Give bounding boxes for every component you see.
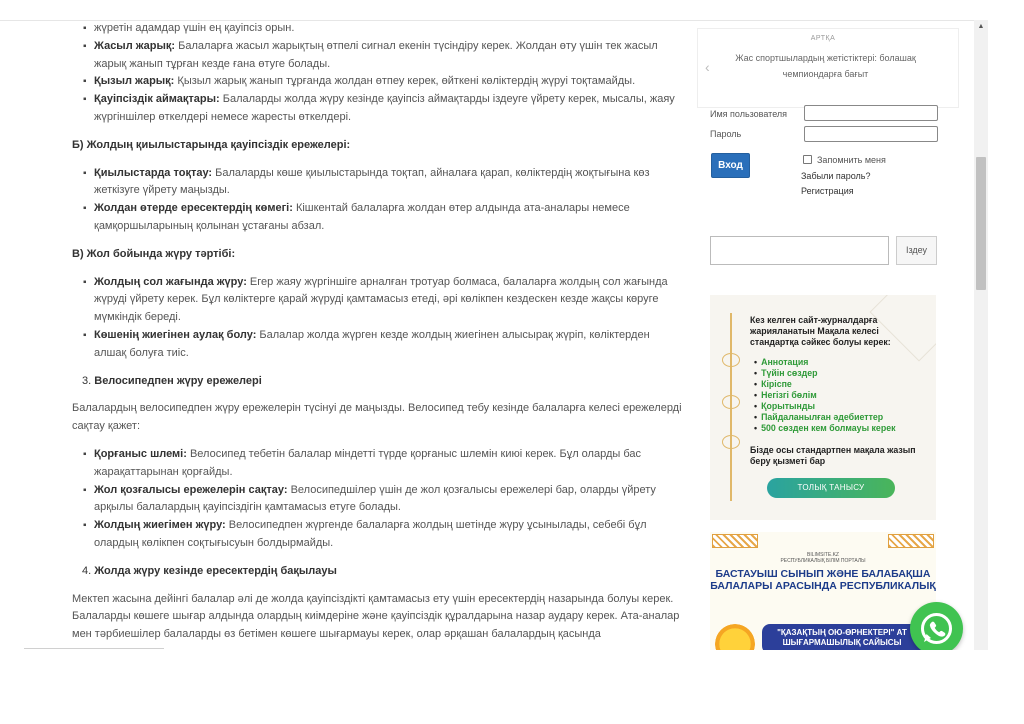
contest-banner[interactable] (710, 532, 936, 650)
previous-article-title: Жас спортшылардың жетістіктері: болашақ чемпиондарға бағыт (735, 53, 916, 79)
article-standard-banner[interactable] (710, 295, 936, 520)
decorative-swirl (722, 435, 740, 449)
list-item: ▪ Қиылыстарда тоқтау: Балаларды көше қиылыстарында тоқтап, айналаға қарап, көліктердің жоқтығына көз жеткізуге үйрету маңызды. (94, 165, 684, 201)
ornament-pattern (888, 534, 934, 548)
ornament-pattern (712, 534, 758, 548)
list-item: • Негізгі бөлім (754, 390, 896, 401)
list-item: ▪ Жолдың сол жағында жүру: Егер жаяу жүргіншіге арналған тротуар болмаса, балаларға жолдың сол жағында жүруді үйрету керек. Бұл көліктерге қарай жүруді қамтамасыз етеді, әрі көлікпен кездескен кезде жақсы көруге мүмкіндік береді. (94, 274, 684, 327)
bottom-divider (24, 648, 164, 649)
decorative-swirl (722, 395, 740, 409)
list-item: ▪ Жасыл жарық: Балаларға жасыл жарықтың өтпелі сигнал екенін түсіндіру керек. Жолдан өту үшін тек жасыл жарық жанып тұрған кезде ғана өтуге болады. (94, 38, 684, 74)
back-label: АРТҚА (810, 35, 836, 42)
forgot-password-link[interactable]: Забыли пароль? (801, 171, 871, 181)
vertical-scrollbar[interactable] (974, 20, 988, 650)
search-input[interactable] (710, 236, 889, 265)
password-input[interactable] (804, 126, 938, 142)
roadside-list (72, 274, 684, 363)
paragraph: Балалардың велосипедпен жүру ережелерін түсінуі де маңызды. Велосипед тебу кезінде балаларға келесі ережелерді сақтау қажет: (72, 402, 682, 433)
list-item: • Қорытынды (754, 401, 896, 412)
bicycle-list (72, 446, 684, 553)
scroll-up-arrow-icon[interactable]: ▲ (977, 23, 985, 30)
list-item: • Түйін сөздер (754, 368, 896, 379)
list-item: ▪ Қызыл жарық: Қызыл жарық жанып тұрғанда жолдан өтпеу керек, өйткені көліктердің жүруі тоқтамайды. (94, 73, 684, 91)
list-item: ▪ Жол қозғалысы ережелерін сақтау: Велосипедшілер үшін де жол қозғалысы ережелері бар, оларды үйрету арқылы балалардың қауіпсіздігін қамтамасыз етуге болады. (94, 482, 684, 518)
banner-intro-text: Кез келген сайт-журналдарға жарияланатын Мақала келесі стандартқа сәйкес болуы керек: (750, 315, 891, 347)
password-label: Пароль (710, 129, 742, 139)
list-item: ▪ Жолдан өтерде ересектердің көмегі: Кішкентай балаларға жолдан өтер алдында ата-аналары немесе қамқоршыларының қолынан ұстағаны абзал. (94, 200, 684, 236)
crossing-list (72, 165, 684, 236)
remember-me-label: Запомнить меня (817, 155, 886, 165)
list-item: ▪ Қауіпсіздік аймақтары: Балаларды жолда жүру кезінде қауіпсіз аймақтарды іздеуге үйрету керек, мысалы, жаяу жүргіншілер өткелдері немесе жаресты өткелдері. (94, 91, 684, 127)
decorative-swirl (722, 353, 740, 367)
list-item: • Пайдаланылған әдебиеттер (754, 412, 896, 423)
list-item: ▪ Көшенің жиегінен аулақ болу: Балалар жолда жүрген кезде жолдың жиегінен алысырақ жүріп, көліктерден алшақ болуға тиіс. (94, 327, 684, 363)
list-item: ▪ Жолдың жиегімен жүру: Велосипедпен жүргенде балаларға жолдың шетінде жүру ұсынылады, себебі бұл олардың көлікпен соқтығысуын болдырмайды. (94, 517, 684, 553)
username-input[interactable] (804, 105, 938, 121)
sidebar (697, 20, 959, 650)
scroll-thumb[interactable] (976, 157, 986, 290)
list-item: ▪ Қорғаныс шлемі: Велосипед тебетін балалар міндетті түрде қорғаныс шлемін киюі керек. Бұл оларды бас жарақаттарынан қорғайды. (94, 446, 684, 482)
list-item: • Аннотация (754, 357, 896, 368)
section-heading: В) Жол бойында жүру тәртібі: (72, 247, 236, 260)
remember-me-checkbox[interactable] (803, 155, 812, 164)
back-article-link[interactable] (697, 28, 959, 108)
numbered-heading: 3. Велосипедпен жүру ережелері (82, 374, 262, 387)
whatsapp-icon (910, 602, 963, 650)
paragraph: Мектеп жасына дейінгі балалар әлі де жолда қауіпсіздікті қамтамасыз ету үшін ересектердің назарында болуы керек. Балаларды көшеге шығар алдында олардың киімдеріне және қауіпсіздік құралдарына назар аудару керек. Ата-аналар мен тәрбиешілер балаларды өз бетімен көшеге шығармауы керек, олар әрқашан балалардың қасында (72, 592, 680, 641)
whatsapp-chat-button[interactable] (910, 602, 963, 650)
list-item: • 500 сөзден кем болмауы керек (754, 423, 896, 434)
numbered-heading: 4. Жолда жүру кезінде ересектердің бақылауы (82, 564, 337, 577)
login-button[interactable]: Вход (711, 153, 750, 178)
traffic-light-list (72, 20, 684, 127)
learn-more-button[interactable]: ТОЛЫҚ ТАНЫСУ (767, 478, 895, 498)
list-item: • Кіріспе (754, 379, 896, 390)
register-link[interactable]: Регистрация (801, 186, 854, 196)
article-content (72, 20, 684, 650)
banner-offer-text: Бізде осы стандартпен мақала жазып беру қызметі бар (750, 445, 916, 466)
contest-name: "ҚАЗАҚТЫҢ ОЮ-ӨРНЕКТЕРІ" АТ ШЫҒАРМАШЫЛЫҚ САЙЫСЫ (762, 624, 922, 650)
standard-list (754, 357, 896, 434)
username-label: Имя пользователя (710, 109, 788, 119)
search-button[interactable]: Іздеу (896, 236, 937, 265)
contest-title: БАСТАУЫШ СЫНЫП ЖӘНЕ БАЛАБАҚША БАЛАЛАРЫ АРАСЫНДА РЕСПУБЛИКАЛЫҚ (710, 568, 936, 592)
portal-name: BILIMSITE.KZ РЕСПУБЛИКАЛЫҚ БІЛІМ ПОРТАЛЫ (780, 552, 866, 564)
list-item: ▪ жүретін адамдар үшін ең қауіпсіз орын. (94, 20, 684, 38)
sun-icon (715, 624, 755, 650)
section-heading: Б) Жолдың қиылыстарында қауіпсіздік ережелері: (72, 138, 351, 151)
chevron-left-icon: ‹ (705, 59, 710, 75)
